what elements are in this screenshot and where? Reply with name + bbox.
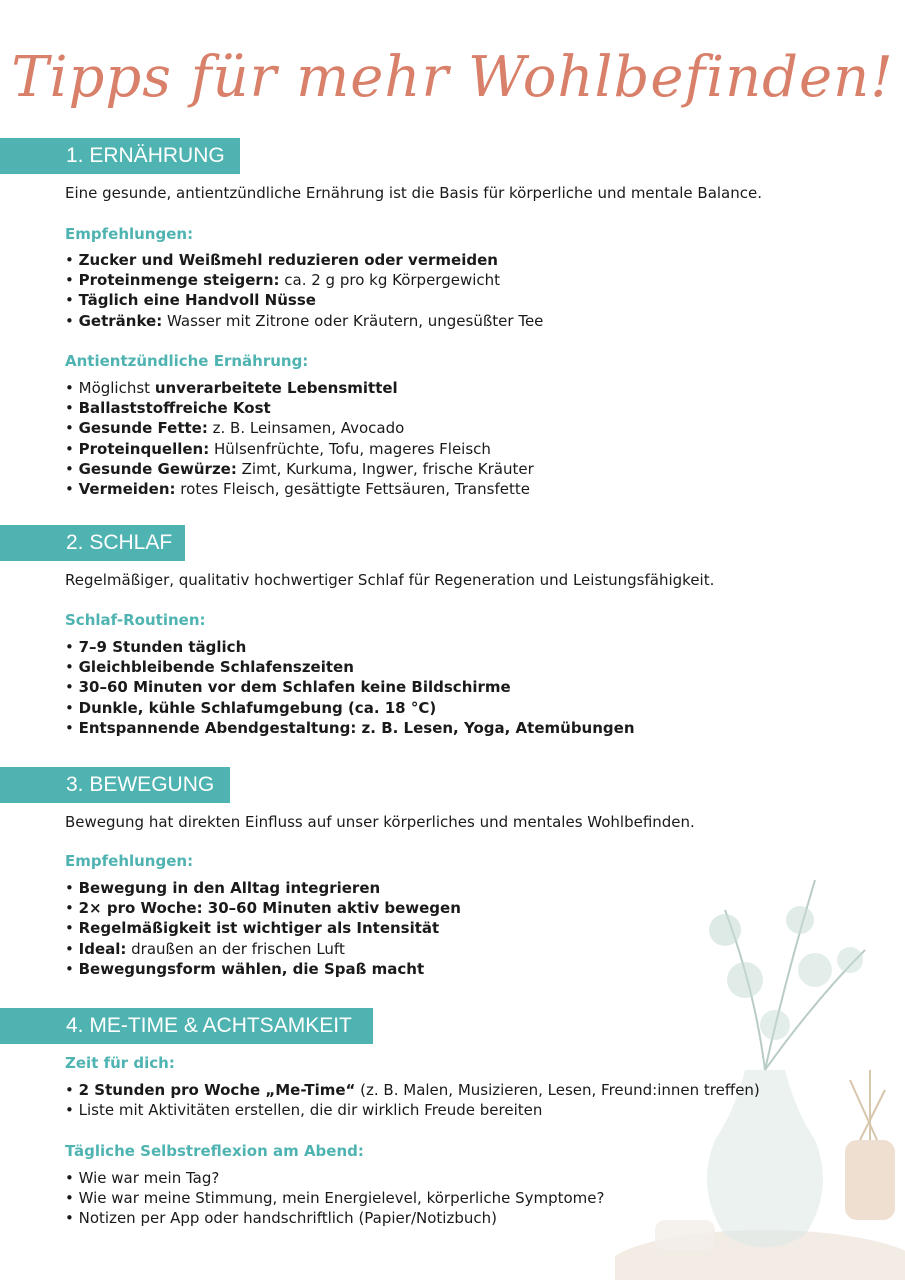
list-item: • Getränke: Wasser mit Zitrone oder Kräutern, ungesüßter Tee (65, 311, 543, 331)
subheading: Schlaf-Routinen: (65, 611, 206, 629)
list-item: • Ideal: draußen an der frischen Luft (65, 939, 461, 959)
section-heading-ernaehrung: 1. ERNÄHRUNG (0, 138, 240, 174)
section-intro: Eine gesunde, antientzündliche Ernährung ist die Basis für körperliche und mentale Balance. (65, 184, 762, 202)
bullet-list (65, 250, 543, 331)
list-item: • 7–9 Stunden täglich (65, 637, 635, 657)
list-item: • Proteinquellen: Hülsenfrüchte, Tofu, mageres Fleisch (65, 439, 534, 459)
section-heading-me-time: 4. ME-TIME & ACHTSAMKEIT (0, 1008, 373, 1044)
section-intro: Bewegung hat direkten Einfluss auf unser körperliches und mentales Wohlbefinden. (65, 813, 695, 831)
subheading: Empfehlungen: (65, 225, 194, 243)
list-item: • Bewegung in den Alltag integrieren (65, 878, 461, 898)
list-item: • Wie war mein Tag? (65, 1168, 604, 1188)
subheading: Zeit für dich: (65, 1054, 175, 1072)
bullet-list (65, 1080, 760, 1120)
subheading: Tägliche Selbstreflexion am Abend: (65, 1142, 364, 1160)
list-item: • Möglichst unverarbeitete Lebensmittel (65, 378, 534, 398)
section-heading-schlaf: 2. SCHLAF (0, 525, 185, 561)
list-item: • Gesunde Fette: z. B. Leinsamen, Avocado (65, 418, 534, 438)
list-item: • Gleichbleibende Schlafenszeiten (65, 657, 635, 677)
bullet-list (65, 378, 534, 499)
list-item: • Vermeiden: rotes Fleisch, gesättigte Fettsäuren, Transfette (65, 479, 534, 499)
subheading: Empfehlungen: (65, 852, 194, 870)
list-item: • Täglich eine Handvoll Nüsse (65, 290, 543, 310)
list-item: • Ballaststoffreiche Kost (65, 398, 534, 418)
subheading: Antientzündliche Ernährung: (65, 352, 309, 370)
page-title: Tipps für mehr Wohlbefinden! (11, 45, 894, 110)
list-item: • Proteinmenge steigern: ca. 2 g pro kg Körpergewicht (65, 270, 543, 290)
list-item: • Entspannende Abendgestaltung: z. B. Lesen, Yoga, Atemübungen (65, 718, 635, 738)
bullet-list (65, 1168, 604, 1229)
bullet-list (65, 637, 635, 738)
section-heading-bewegung: 3. BEWEGUNG (0, 767, 230, 803)
list-item: • Zucker und Weißmehl reduzieren oder vermeiden (65, 250, 543, 270)
list-item: • Regelmäßigkeit ist wichtiger als Intensität (65, 918, 461, 938)
section-intro: Regelmäßiger, qualitativ hochwertiger Schlaf für Regeneration und Leistungsfähigkeit. (65, 571, 715, 589)
list-item: • 2 Stunden pro Woche „Me-Time“ (z. B. Malen, Musizieren, Lesen, Freund:innen treffen) (65, 1080, 760, 1100)
list-item: • Gesunde Gewürze: Zimt, Kurkuma, Ingwer, frische Kräuter (65, 459, 534, 479)
list-item: • Notizen per App oder handschriftlich (Papier/Notizbuch) (65, 1208, 604, 1228)
list-item: • 30–60 Minuten vor dem Schlafen keine Bildschirme (65, 677, 635, 697)
list-item: • 2× pro Woche: 30–60 Minuten aktiv bewegen (65, 898, 461, 918)
vase-plant-illustration (615, 840, 905, 1280)
list-item: • Liste mit Aktivitäten erstellen, die dir wirklich Freude bereiten (65, 1100, 760, 1120)
bullet-list (65, 878, 461, 979)
list-item: • Bewegungsform wählen, die Spaß macht (65, 959, 461, 979)
list-item: • Dunkle, kühle Schlafumgebung (ca. 18 °C) (65, 698, 635, 718)
list-item: • Wie war meine Stimmung, mein Energielevel, körperliche Symptome? (65, 1188, 604, 1208)
